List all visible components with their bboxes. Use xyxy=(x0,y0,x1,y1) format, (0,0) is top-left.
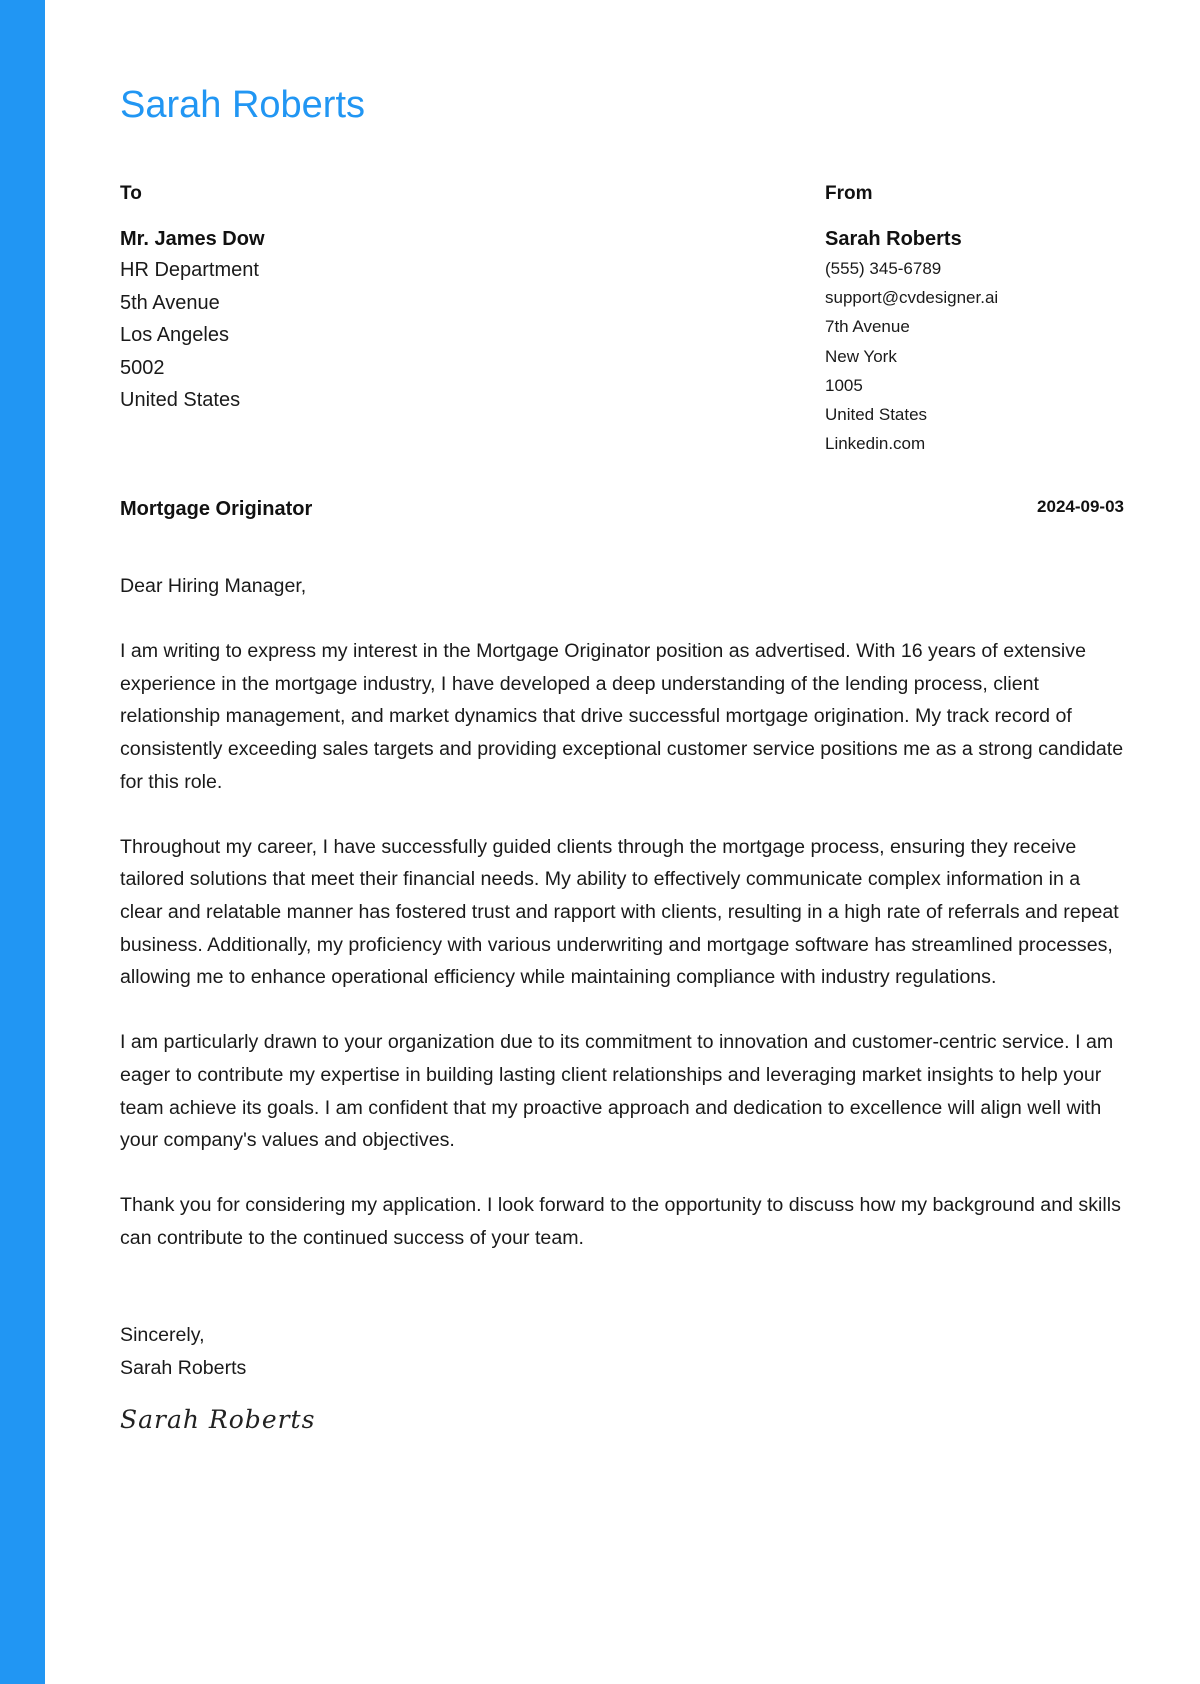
handwritten-signature: Sarah Roberts xyxy=(120,1405,316,1434)
sender-phone: (555) 345-6789 xyxy=(825,259,942,278)
letter-body xyxy=(120,570,1124,1287)
sender-label: From xyxy=(825,183,873,204)
sender-linkedin: Linkedin.com xyxy=(825,434,926,454)
letter-paragraph-4: Thank you for considering my application. I look forward to the opportunity to discuss how my background and skills can contribute to the continued success of your team. xyxy=(120,1194,1121,1249)
cover-letter-page xyxy=(120,0,1124,1684)
recipient-department: HR Department xyxy=(120,259,259,281)
header-name: Sarah Roberts xyxy=(120,84,366,126)
letter-paragraph-3: I am particularly drawn to your organization due to its commitment to innovation and customer-centric service. I am eager to contribute my expertise in building lasting client relationships and leveraging market insights to help your team achieve its goals. I am confident that my proactive approach and dedication to excellence will align well with your company's values and objectives. xyxy=(120,1031,1114,1152)
letter-date: 2024-09-03 xyxy=(1037,497,1124,516)
sender-block xyxy=(825,181,1124,458)
letter-subject: Mortgage Originator xyxy=(120,498,313,520)
sender-email: support@cvdesigner.ai xyxy=(825,288,999,308)
sender-city: New York xyxy=(825,346,897,366)
recipient-country: United States xyxy=(120,389,241,411)
letter-greeting: Dear Hiring Manager, xyxy=(120,575,307,597)
recipient-label: To xyxy=(120,183,142,204)
closing-salutation: Sincerely, xyxy=(120,1324,205,1346)
sender-country: United States xyxy=(825,405,928,425)
recipient-block xyxy=(120,181,680,417)
accent-sidebar xyxy=(0,0,45,1684)
letter-paragraph-2: Throughout my career, I have successfully guided clients through the mortgage process, ensuring they receive tailored solutions that meet their financial needs. My ability to effectively communicate complex information in a clear and relatable manner has fostered trust and rapport with clients, resulting in a high rate of referrals and repeat business. Additionally, my proficiency with various underwriting and mortgage software has streamlined processes, allowing me to enhance operational efficiency while maintaining compliance with industry regulations. xyxy=(120,835,1119,989)
sender-name: Sarah Roberts xyxy=(825,228,962,250)
closing-name: Sarah Roberts xyxy=(120,1356,247,1379)
recipient-street: 5th Avenue xyxy=(120,291,220,314)
sender-street: 7th Avenue xyxy=(825,317,910,337)
sender-postal-code: 1005 xyxy=(825,375,863,395)
recipient-postal-code: 5002 xyxy=(120,356,165,379)
recipient-name: Mr. James Dow xyxy=(120,228,265,250)
letter-closing xyxy=(120,1319,246,1384)
letter-paragraph-1: I am writing to express my interest in the Mortgage Originator position as advertised. With 16 years of extensive experience in the mortgage industry, I have developed a deep understanding of the lending process, client relationship management, and market dynamics that drive successful mortgage origination. My track record of consistently exceeding sales targets and providing exceptional customer service positions me as a strong candidate for this role. xyxy=(120,640,1124,793)
recipient-city: Los Angeles xyxy=(120,324,229,346)
